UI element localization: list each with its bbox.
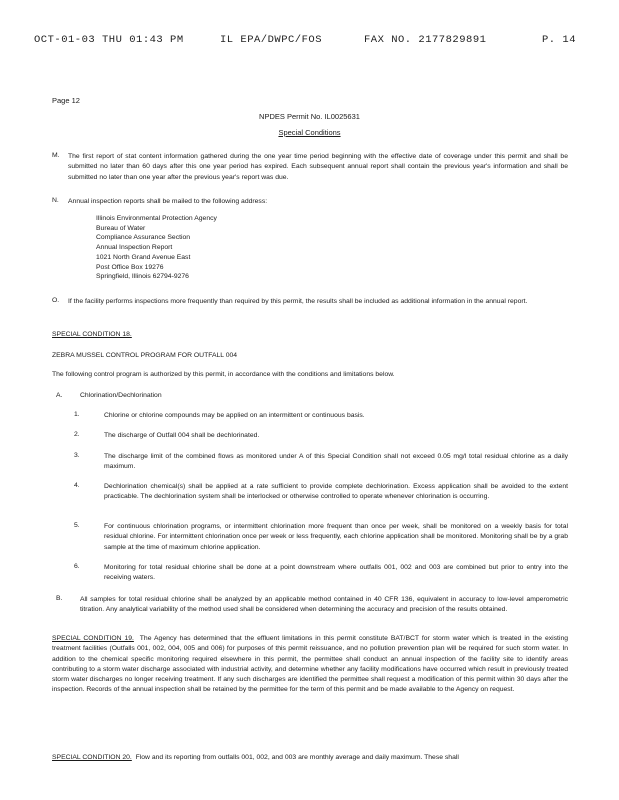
fax-sender: IL EPA/DWPC/FOS	[220, 34, 323, 46]
address-line: Illinois Environmental Protection Agency	[96, 215, 217, 222]
permit-number: NPDES Permit No. IL0025631	[259, 112, 360, 121]
item-n-marker: N.	[52, 197, 59, 204]
a-item-number: 1.	[74, 411, 80, 418]
item-m-marker: M.	[52, 152, 60, 159]
a-item-number: 3.	[74, 452, 80, 459]
section-b-text: All samples for total residual chlorine shall be analyzed by an applicable method contained in 40 CFR 136, equivalent in accuracy to low-level amperometric titration. Any analytical variability of the method used shall be considered when determining the accuracy and precision of the results obtained.	[80, 596, 568, 614]
a-item-number: 4.	[74, 482, 80, 489]
address-line: Annual Inspection Report	[96, 244, 173, 252]
a-item-text: For continuous chlorination programs, or intermittent chlorination more frequent than once per week, shall be monitored on a weekly basis for total residual chlorine. For intermittent chlorination once per week or less frequently, each chlorine application shall be monitored. Monitoring shall be by a grab sample at the time of maximum chlorine application.	[104, 523, 568, 551]
a-item-text: Chlorine or chlorine compounds may be applied on an intermittent or continuous basis.	[104, 412, 365, 419]
fax-date-line: OCT-01-03 THU 01:43 PM	[34, 34, 184, 46]
page-label: Page 12	[52, 96, 80, 105]
address-line: Post Office Box 19276	[96, 263, 164, 271]
a-item-number: 2.	[74, 431, 80, 438]
item-o-marker: O.	[52, 297, 60, 304]
special-condition-18-heading: SPECIAL CONDITION 18.	[52, 331, 132, 338]
a-item-text: Monitoring for total residual chlorine shall be done at a point downstream where outfalls 001, 002 and 003 are combined but prior to entry into the receiving waters.	[104, 564, 568, 582]
address-line: Compliance Assurance Section	[96, 234, 191, 242]
special-condition-20	[52, 753, 568, 763]
a-item-text: The discharge limit of the combined flows as monitored under A of this Special Condition shall not exceed 0.05 mg/l total residual chlorine as a daily maximum.	[104, 453, 568, 471]
address-line: Bureau of Water	[96, 224, 146, 232]
special-condition-20-text: Flow and its reporting from outfalls 001, 002, and 003 are monthly average and daily maximum. These shall	[135, 754, 459, 761]
zebra-mussel-program-heading: ZEBRA MUSSEL CONTROL PROGRAM FOR OUTFALL 004	[52, 352, 238, 359]
mailing-address	[96, 214, 217, 282]
item-o-text: If the facility performs inspections more frequently than required by this permit, the results shall be included as additional information in the annual report.	[68, 298, 528, 305]
a-item-number: 5.	[74, 522, 80, 529]
program-intro: The following control program is authorized by this permit, in accordance with the conditions and limitations below.	[52, 371, 395, 378]
special-condition-19-label: SPECIAL CONDITION 19.	[52, 635, 134, 642]
address-line: Springfield, Illinois 62794-9276	[96, 273, 189, 281]
a-item-text: The discharge of Outfall 004 shall be dechlorinated.	[104, 432, 260, 439]
item-n-text: Annual inspection reports shall be mailed to the following address:	[68, 198, 268, 205]
special-condition-19-text: The Agency has determined that the effluent limitations in this permit constitute BAT/BCT for storm water which is treated in the existing treatment facilities (Outfalls 001, 002, 004, 005 and 006) for purposes of this permit reissuance, and no pollution prevention plan will be required for such storm water. In addition to the chemical specific monitoring required elsewhere in this permit, the permittee shall conduct an annual inspection of the facility site to identify areas contributing to a storm water discharge associated with industrial activity, and determine whether any facility modifications have occurred which result in previously treated storm water discharges no longer receiving treatment. If any such discharges are identified the permittee shall request a modification of this permit within 30 days after the inspection. Records of the annual inspection shall be retained by the permittee for the term of this permit and be made available to the Agency on request.	[52, 635, 569, 694]
address-line: 1021 North Grand Avenue East	[96, 253, 191, 261]
section-a-marker: A.	[56, 392, 63, 399]
a-item-number: 6.	[74, 563, 80, 570]
special-condition-19	[52, 634, 568, 696]
a-item-text: Dechlorination chemical(s) shall be applied at a rate sufficient to provide complete dechlorination. Excess application shall be avoided to the extent practicable. The dechlorination system shall be interlocked or otherwise controlled to operate whenever chlorination is occurring.	[104, 483, 568, 501]
section-title: Special Conditions	[278, 128, 341, 137]
fax-number: FAX NO. 2177829891	[364, 34, 487, 46]
item-m-text: The first report of stat content information gathered during the one year time period beginning with the effective date of coverage under this permit and shall be submitted no later than 60 days after this one year period has expired. Each subsequent annual report shall contain the previous year's information and shall be submitted no later than one year after the previous year's report was due.	[68, 153, 568, 181]
fax-page-number: P. 14	[542, 34, 577, 46]
section-b-marker: B.	[56, 595, 63, 602]
section-a-title: Chlorination/Dechlorination	[80, 392, 162, 399]
special-condition-20-label: SPECIAL CONDITION 20.	[52, 754, 132, 761]
